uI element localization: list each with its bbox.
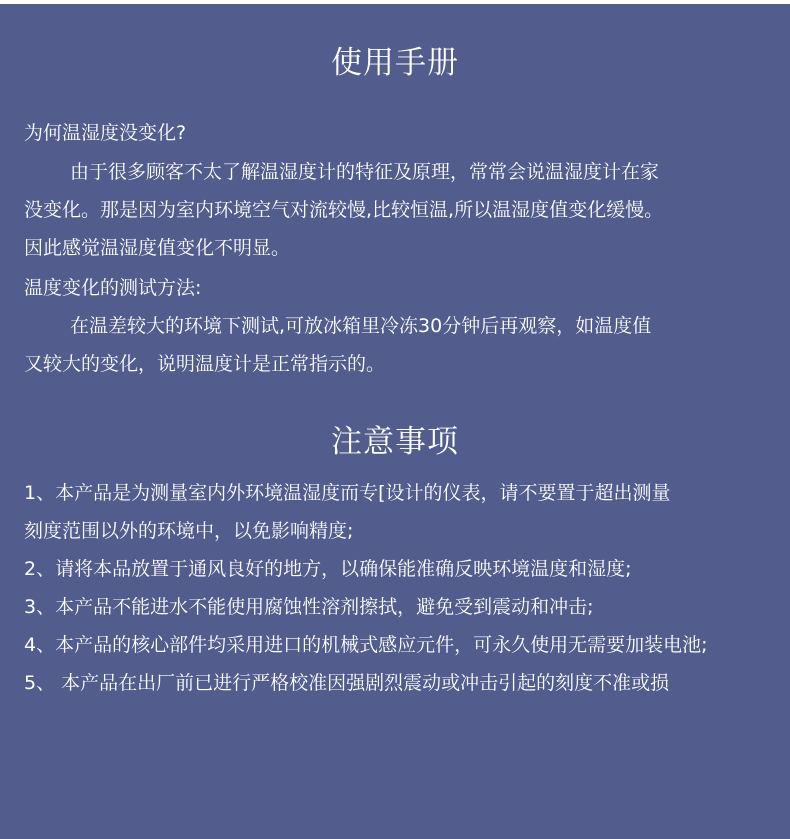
notes-title: 注意事项: [331, 424, 459, 460]
answer-line-2: 没变化。那是因为室内环境空气对流较慢,比较恒温,所以温湿度值变化缓慢。: [24, 199, 664, 221]
note-line-5: 4、本产品的核心部件均采用进口的机械式感应元件，可永久使用无需要加装电池;: [24, 634, 708, 656]
note-line-1: 1、本产品是为测量室内外环境温湿度而专[设计的仪表，请不要置于超出测量: [24, 482, 671, 504]
note-line-2: 刻度范围以外的环境中，以免影响精度;: [24, 520, 354, 542]
note-line-3: 2、请将本品放置于通风良好的地方，以确保能准确反映环境温度和湿度;: [24, 558, 632, 580]
manual-title: 使用手册: [331, 45, 459, 81]
manual-panel: [0, 4, 790, 839]
test-line-1: 在温差较大的环境下测试,可放冰箱里冷冻30分钟后再观察，如温度值: [70, 315, 652, 337]
answer-line-3: 因此感觉温湿度值变化不明显。: [24, 237, 291, 259]
question-line: 为何温湿度没变化?: [24, 122, 187, 144]
note-line-6: 5、 本产品在出厂前已进行严格校准因强剧烈震动或冲击引起的刻度不准或损: [24, 672, 670, 694]
test-heading: 温度变化的测试方法:: [24, 277, 202, 299]
answer-line-1: 由于很多顾客不太了解温湿度计的特征及原理，常常会说温湿度计在家: [70, 161, 660, 183]
note-line-4: 3、本产品不能进水不能使用腐蚀性溶剂擦拭，避免受到震动和冲击;: [24, 596, 594, 618]
test-line-2: 又较大的变化，说明温度计是正常指示的。: [24, 353, 386, 375]
